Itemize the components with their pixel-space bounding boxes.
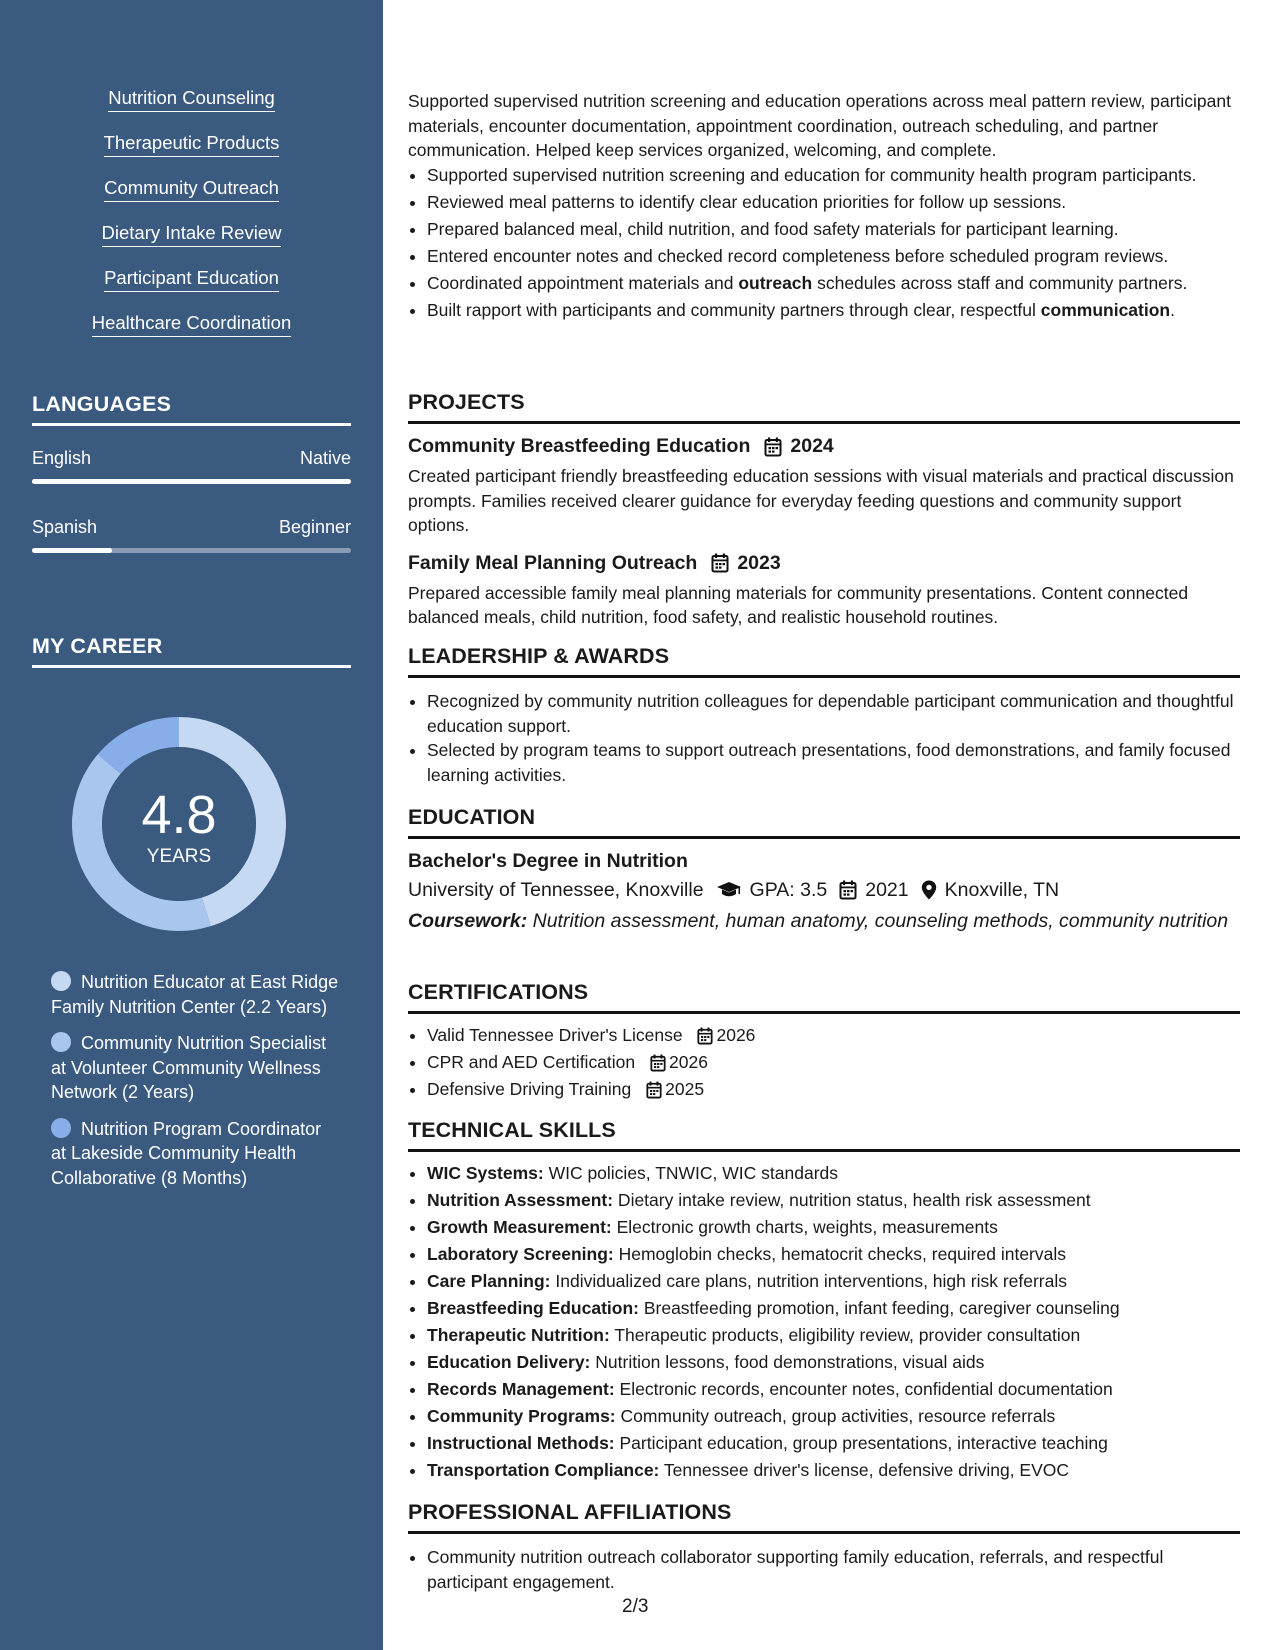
list-item (427, 1322, 1240, 1349)
certification-year: 2026 (669, 1052, 708, 1072)
project-year: 2024 (790, 435, 834, 457)
experience-summary (408, 89, 1240, 325)
location-pin-icon (921, 880, 937, 900)
skill-label: Growth Measurement: (427, 1217, 612, 1237)
career-item-text: Nutrition Program Coordinator at Lakeside Community Health Collaborative (8 Months) (51, 1118, 322, 1188)
career-dot-icon (51, 971, 71, 991)
career-heading: MY CAREER (32, 634, 351, 668)
skill-value: Community outreach, group activities, resource referrals (615, 1406, 1056, 1426)
coursework-label: Coursework: (408, 910, 528, 932)
text-run: Built rapport with participants and community partners through clear, respectful (427, 299, 1041, 320)
list-item (427, 1187, 1240, 1214)
project-name: Community Breastfeeding Education (408, 435, 751, 457)
skill-value: Breastfeeding promotion, infant feeding, caregiver counseling (638, 1298, 1120, 1318)
skill-label: Care Planning: (427, 1271, 551, 1291)
gpa: GPA: 3.5 (749, 879, 828, 901)
skill-item: Healthcare Coordination (92, 311, 292, 337)
list-item: • Reviewed meal patterns to identify clear education priorities for follow up sessions. (427, 190, 1240, 215)
language-proficiency-bar (32, 479, 351, 484)
coursework-text: Nutrition assessment, human anatomy, counseling methods, community nutrition (527, 910, 1229, 932)
career-list (51, 970, 341, 1202)
skill-label: Instructional Methods: (427, 1433, 615, 1453)
skill-value: Nutrition lessons, food demonstrations, visual aids (590, 1352, 985, 1372)
skill-item: Community Outreach (104, 176, 279, 202)
technical-skills-section (408, 1118, 1240, 1484)
skill-label: Therapeutic Nutrition: (427, 1325, 610, 1345)
project-year: 2023 (737, 551, 781, 574)
bold-run: outreach (738, 272, 813, 293)
bold-run: communication (1040, 299, 1171, 320)
list-item: • Selected by program teams to support outreach presentations, food demonstrations, and family focused learning activities. (427, 738, 1240, 787)
skill-item: Nutrition Counseling (108, 86, 275, 112)
list-item (427, 1376, 1240, 1403)
project-title (408, 552, 1240, 575)
certification-year: 2026 (716, 1025, 756, 1045)
section-heading: EDUCATION (408, 805, 1240, 839)
certification-name: Valid Tennessee Driver's License (427, 1025, 683, 1045)
skill-label: Education Delivery: (427, 1352, 591, 1372)
list-item (427, 1268, 1240, 1295)
calendar-icon (650, 1054, 666, 1072)
coursework (408, 909, 1240, 934)
graduation-year: 2021 (865, 879, 909, 901)
project-description: Prepared accessible family meal planning materials for community presentations. Content connected balanced meals, child nutrition, food safety, and realistic household routines. (408, 582, 1189, 627)
degree-title: Bachelor's Degree in Nutrition (408, 850, 688, 872)
skill-label: Nutrition Assessment: (427, 1190, 614, 1210)
list-item (427, 1160, 1240, 1187)
graduation-cap-icon (716, 881, 742, 899)
skill-value: Electronic records, encounter notes, confidential documentation (614, 1379, 1113, 1399)
section-heading: PROJECTS (408, 390, 1240, 424)
section-heading: LEADERSHIP & AWARDS (408, 644, 1240, 678)
skill-label: Community Programs: (427, 1406, 616, 1426)
education-section (408, 805, 1240, 934)
language-row (32, 448, 351, 469)
leadership-section (408, 644, 1240, 787)
list-item (427, 298, 1240, 323)
career-total-unit: YEARS (146, 846, 212, 867)
list-item (427, 1403, 1240, 1430)
list-item (427, 271, 1240, 296)
project-title (408, 435, 1240, 458)
certifications-list (408, 1022, 1240, 1103)
section-heading: CERTIFICATIONS (408, 980, 1240, 1014)
list-item: • Recognized by community nutrition colleagues for dependable participant communication and thoughtful education support. (427, 689, 1240, 738)
language-name: Spanish (32, 517, 98, 537)
list-item: • Prepared balanced meal, child nutrition, and food safety materials for participant learning. (427, 217, 1240, 242)
section-heading: PROFESSIONAL AFFILIATIONS (408, 1500, 1240, 1534)
skill-value: Therapeutic products, eligibility review, provider consultation (609, 1325, 1081, 1345)
calendar-icon (646, 1081, 662, 1099)
language-proficiency-fill (32, 548, 112, 553)
language-level: Beginner (278, 517, 351, 537)
skill-label: Breastfeeding Education: (427, 1298, 639, 1318)
project-name: Family Meal Planning Outreach (408, 551, 698, 574)
section-heading: TECHNICAL SKILLS (408, 1118, 1240, 1152)
skill-item: Participant Education (104, 266, 279, 292)
certifications-section (408, 980, 1240, 1103)
leadership-list (408, 689, 1240, 787)
certification-name: CPR and AED Certification (427, 1052, 636, 1072)
calendar-icon (839, 880, 857, 900)
career-item (51, 1117, 341, 1191)
skill-item: Dietary Intake Review (102, 221, 282, 247)
list-item (427, 1022, 1240, 1049)
career-donut-chart (66, 711, 292, 937)
skill-value: WIC policies, TNWIC, WIC standards (543, 1163, 839, 1183)
list-item (427, 1457, 1240, 1484)
career-total-value: 4.8 (141, 785, 217, 845)
language-proficiency-fill (32, 479, 351, 484)
summary-paragraph: Supported supervised nutrition screening and education operations across meal pattern review, participant materials, encounter documentation, appointment coordination, outreach scheduling, and partner communication. Helped keep services organized, welcoming, and complete. (408, 91, 1231, 160)
languages-heading: LANGUAGES (32, 392, 351, 426)
certification-year: 2025 (665, 1079, 705, 1099)
list-item (427, 1349, 1240, 1376)
page-number: 2/3 (622, 1596, 649, 1617)
career-item-text: Nutrition Educator at East Ridge Family Nutrition Center (2.2 Years) (51, 972, 339, 1017)
list-item: • Community nutrition outreach collaborator supporting family education, referrals, and respectful participant engagement. (427, 1545, 1240, 1594)
skill-value: Dietary intake review, nutrition status, health risk assessment (613, 1190, 1091, 1210)
list-item (427, 1076, 1240, 1103)
main-content (408, 0, 1240, 1650)
certification-name: Defensive Driving Training (427, 1079, 632, 1099)
skill-value: Participant education, group presentations, interactive teaching (614, 1433, 1108, 1453)
list-item: • Supported supervised nutrition screening and education for community health program participants. (427, 163, 1240, 188)
language-proficiency-bar (32, 548, 351, 553)
school-location: Knoxville, TN (944, 879, 1060, 901)
skill-value: Electronic growth charts, weights, measurements (611, 1217, 998, 1237)
list-item (427, 1214, 1240, 1241)
affiliations-section (408, 1500, 1240, 1594)
career-dot-icon (51, 1032, 71, 1052)
skill-label: Records Management: (427, 1379, 615, 1399)
text-run: . (1170, 299, 1175, 320)
experience-bullets (408, 163, 1240, 323)
text-run: Coordinated appointment materials and (427, 272, 739, 293)
skill-value: Tennessee driver's license, defensive driving, EVOC (659, 1460, 1069, 1480)
list-item (427, 1430, 1240, 1457)
career-item (51, 1031, 341, 1105)
list-item (427, 1049, 1240, 1076)
school-name: University of Tennessee, Knoxville (408, 879, 704, 901)
career-dot-icon (51, 1118, 71, 1138)
sidebar (0, 0, 383, 1650)
list-item (427, 1295, 1240, 1322)
projects-section (408, 390, 1240, 630)
skill-value: Hemoglobin checks, hematocrit checks, required intervals (613, 1244, 1067, 1264)
skill-label: Laboratory Screening: (427, 1244, 614, 1264)
affiliations-list (408, 1545, 1240, 1594)
list-item: • Entered encounter notes and checked record completeness before scheduled program reviews. (427, 244, 1240, 269)
skill-value: Individualized care plans, nutrition interventions, high risk referrals (550, 1271, 1068, 1291)
career-item-text: Community Nutrition Specialist at Volunteer Community Wellness Network (2 Years) (51, 1033, 327, 1102)
language-name: English (32, 448, 92, 468)
text-run: schedules across staff and community partners. (812, 272, 1188, 293)
skills-list (0, 86, 383, 356)
skill-label: Transportation Compliance: (427, 1460, 660, 1480)
technical-skills-list (408, 1160, 1240, 1484)
calendar-icon (697, 1027, 713, 1045)
list-item (427, 1241, 1240, 1268)
skill-item: Therapeutic Products (104, 131, 280, 157)
skill-label: WIC Systems: (427, 1163, 544, 1183)
calendar-icon (711, 553, 729, 573)
project-description: Created participant friendly breastfeeding education sessions with visual materials and practical discussion prompts. Families received clearer guidance for everyday feeding questions and community support options. (408, 466, 1234, 535)
language-row (32, 517, 351, 538)
language-level: Native (299, 448, 351, 468)
career-item (51, 970, 341, 1019)
education-details (408, 877, 1240, 903)
calendar-icon (764, 437, 782, 457)
